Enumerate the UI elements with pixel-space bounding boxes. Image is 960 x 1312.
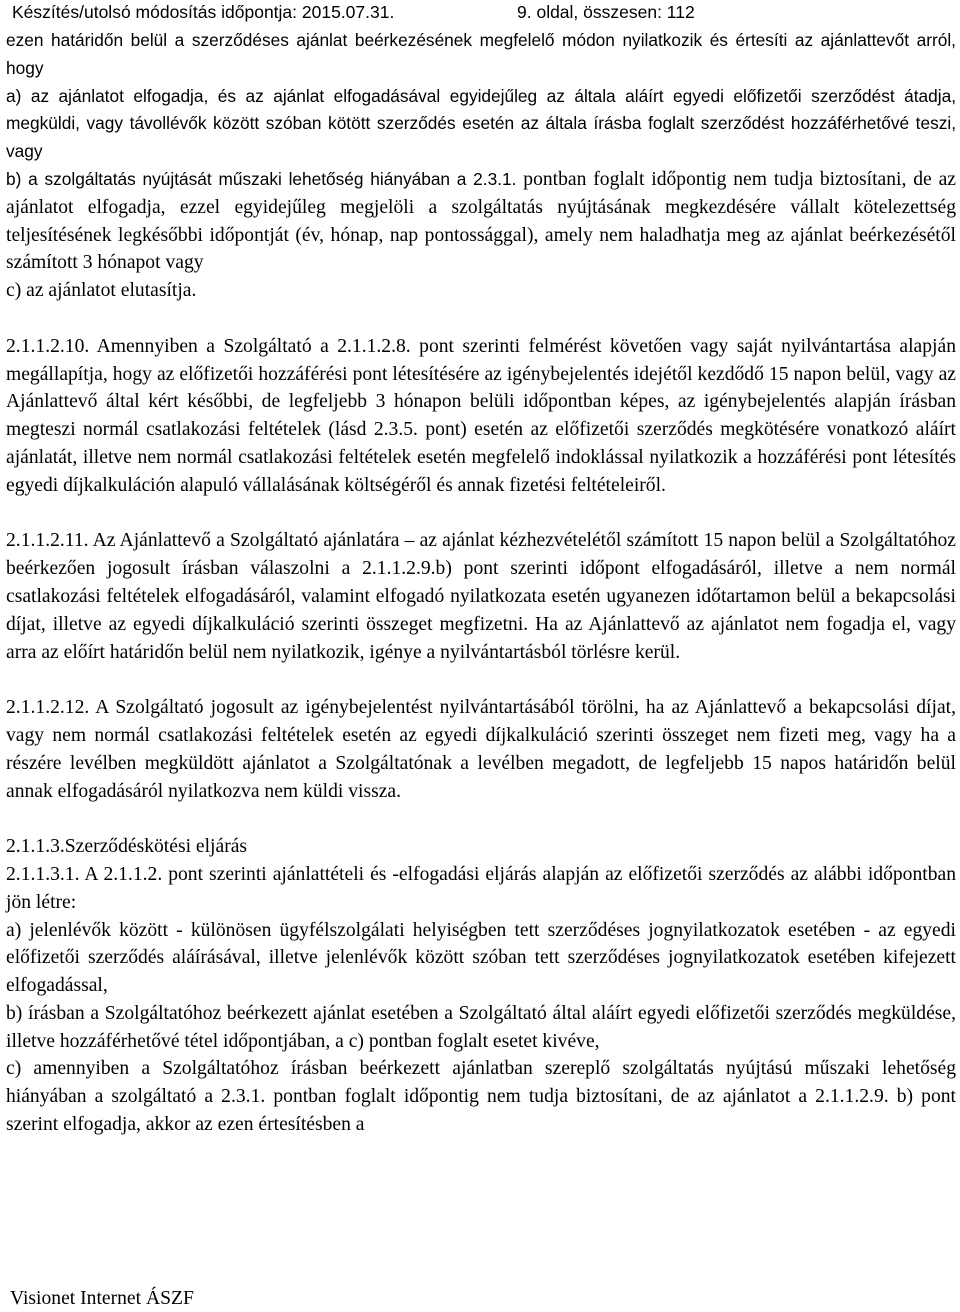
header-page-number: 9. oldal, összesen: 112 xyxy=(517,2,695,22)
paragraph-gap xyxy=(6,666,956,694)
list-item-c: c) amennyiben a Szolgáltatóhoz írásban beérkezett ajánlatban szereplő szolgáltatás nyújtású műszaki lehetőség hiányában a szolgáltató a 2.3.1. pontban foglalt időpontig nem tudja biztosítani, de az ajánlatot a 2.1.1.2.9. b) pont szerint elfogadja, akkor az ezen értesítésben a xyxy=(6,1058,956,1136)
paragraph-2-1-1-3-1: 2.1.1.3.1. A 2.1.1.2. pont szerinti ajánlattételi és -elfogadási eljárás alapján az előfizetői szerződés az alábbi időpontban jön létre: xyxy=(6,863,956,913)
paragraph-gap xyxy=(6,500,956,528)
item-b-start: b) a szolgáltatás nyújtását műszaki lehetőség hiányában a 2.3.1. xyxy=(6,168,517,189)
document-body xyxy=(6,27,956,1139)
section-heading-2-1-1-3: 2.1.1.3.Szerződéskötési eljárás xyxy=(6,836,248,858)
page-footer: Visionet Internet ÁSZF xyxy=(10,1288,194,1309)
list-item-b: b) írásban a Szolgáltatóhoz beérkezett ajánlat esetében a Szolgáltató által aláírt egyedi előfizetői szerződés megküldése, illetve hozzáférhetővé tétel időpontjában, a c) pontban foglalt esetet kivéve, xyxy=(6,1002,956,1052)
page-header xyxy=(6,0,956,24)
header-modified-date: Készítés/utolsó módosítás időpontja: 2015.07.31. xyxy=(12,2,395,22)
paragraph-item-a: a) az ajánlatot elfogadja, és az ajánlat elfogadásával egyidejűleg az általa aláírt egyedi előfizetői szerződést átadja, megküldi, vagy távollévők között szóban kötött szerződés esetén az általa írásba foglalt szerződést hozzáférhetővé teszi, vagy xyxy=(6,85,956,162)
paragraph-2-1-1-2-10: 2.1.1.2.10. Amennyiben a Szolgáltató a 2.1.1.2.8. pont szerinti felmérést követően vagy saját nyilvántartása alapján megállapítja, hogy az előfizetői hozzáférési pont létesítésére az igénybejelentés idejétől kezdődő 15 napon belül, vagy az Ajánlattevő által kért későbbi, de legfeljebb 3 hónapon belüli időpontban képes, az igénybejelentés alapján írásban megteszi normál csatlakozási feltételek (lásd 2.3.5. pont) esetén az előfizetői szerződés megkötésére vonatkozó aláírt ajánlatát, illetve nem normál csatlakozási feltételek esetén megfelelő indoklással nyilatkozik a hozzáférési pont létesítés egyedi díjkalkuláción alapuló vállalásának költségéről és annak fizetési feltételeiről. xyxy=(6,335,956,496)
list-item-a: a) jelenlévők között - különösen ügyfélszolgálati helyiségben tett szerződéses jognyilatkozatok esetében - az egyedi előfizetői szerződés aláírásával, illetve jelenlévők között szóban tett szerződéses jognyilatkozatok esetében kifejezett elfogadással, xyxy=(6,919,956,997)
paragraph-2-1-1-2-12: 2.1.1.2.12. A Szolgáltató jogosult az igénybejelentést nyilvántartásából törölni, ha az Ajánlattevő a bekapcsolási díjat, vagy nem normál csatlakozási feltételek esetén az egyedi díjkalkuláció szerinti összeget nem fizeti meg, vagy ha a részére levélben megküldött ajánlatot a Szolgáltatónak a levélben megadott, de legfeljebb 15 napos határidőn belül annak elfogadásáról nyilatkozva nem küldi vissza. xyxy=(6,697,956,802)
paragraph-item-c: c) az ajánlatot elutasítja. xyxy=(6,280,197,302)
paragraph-gap xyxy=(6,305,956,333)
paragraph-gap xyxy=(6,805,956,833)
item-b-continuation: pontban foglalt időpontig nem tudja biztosítani, de az ajánlatot elfogadja, ezzel egyidejűleg megjelöli a szolgáltatás nyújtásának megkezdésére vállalt kötelezettség teljesítésének legkésőbbi időpontját (év, hónap, nap pontossággal), amely nem haladhatja meg az ajánlat beérkezésétől számított 3 hónapot vagy xyxy=(6,168,956,274)
paragraph-2-1-1-2-11: 2.1.1.2.11. Az Ajánlattevő a Szolgáltató ajánlatára – az ajánlat kézhezvételétől számított 15 napon belül a Szolgáltatóhoz beérkezően jogosult írásban válaszolni a 2.1.1.2.9.b) pont szerinti időpont elfogadásáról, illetve a nem normál csatlakozási feltételek elfogadásáról, valamint elfogadó nyilatkozata esetén ugyanezen időtartamon belül a bekapcsolási díjat, illetve az egyedi díjkalkuláció szerinti összeget megfizetni. Ha az Ajánlattevő az ajánlatot nem fogadja el, vagy arra az előírt határidőn belül nem nyilatkozik, igénye a nyilvántartásból törlésre kerül. xyxy=(6,530,956,663)
paragraph-deadline-intro: ezen határidőn belül a szerződéses ajánlat beérkezésének megfelelő módon nyilatkozik és értesíti az ajánlattevőt arról, hogy xyxy=(6,30,956,78)
paragraph-item-b xyxy=(6,166,956,277)
